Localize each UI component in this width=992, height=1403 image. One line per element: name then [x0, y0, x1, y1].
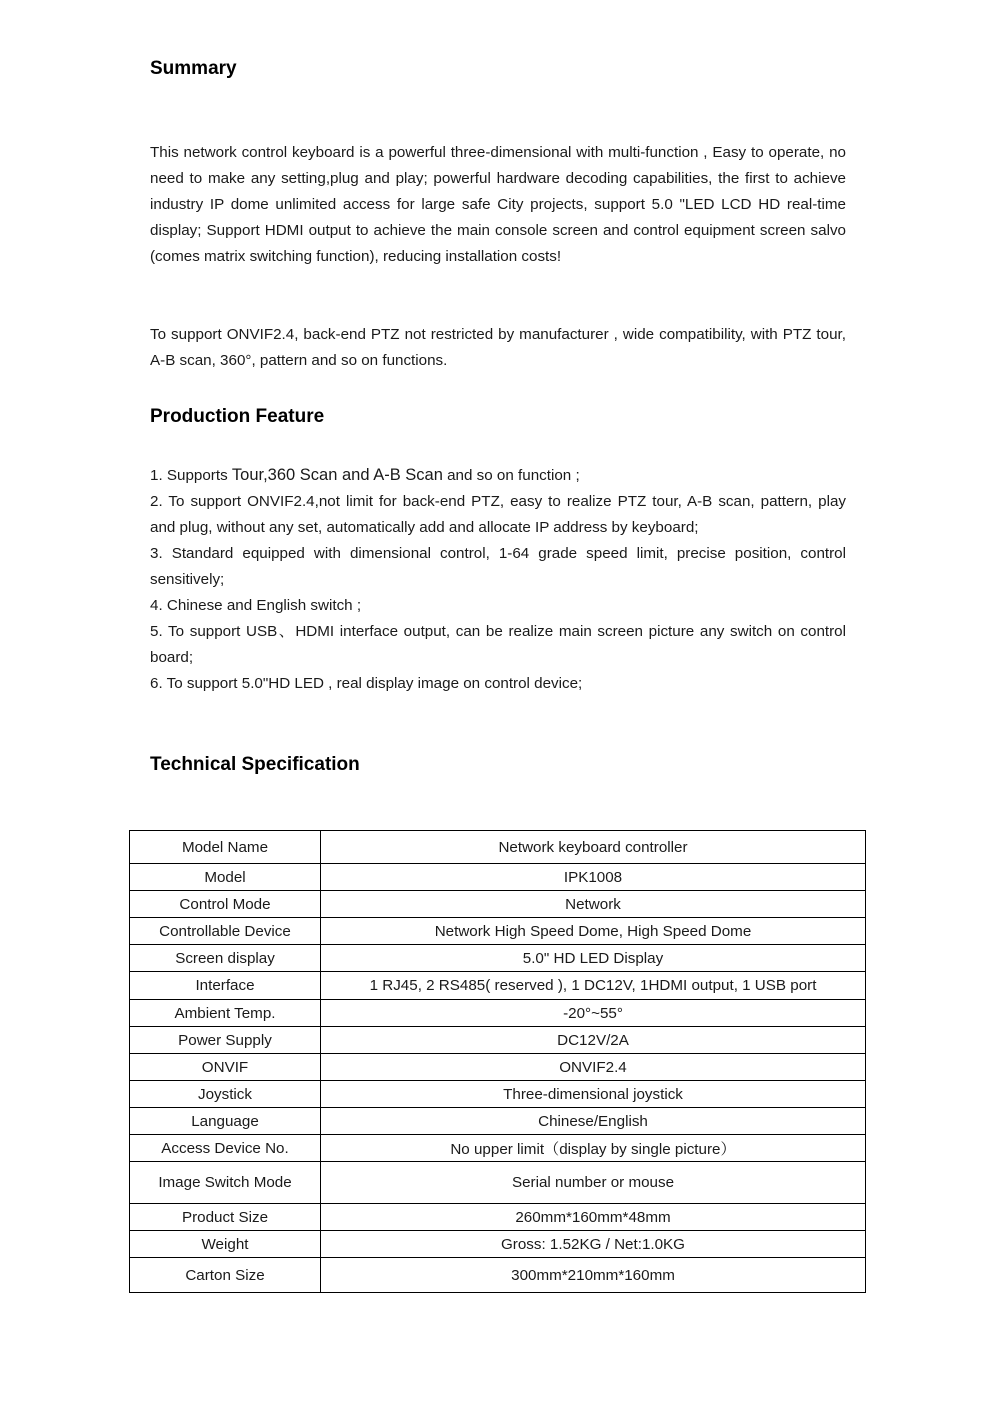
- spec-label: Model Name: [130, 831, 321, 864]
- spec-value: 1 RJ45, 2 RS485( reserved ), 1 DC12V, 1HDMI output, 1 USB port: [321, 972, 866, 1000]
- feature-item-3: 3. Standard equipped with dimensional control, 1-64 grade speed limit, precise position, control sensitively;: [150, 545, 846, 588]
- table-row: [130, 1108, 866, 1135]
- table-row: [130, 1204, 866, 1231]
- spec-label: Access Device No.: [130, 1135, 321, 1162]
- feature-item-1-prefix: 1. Supports: [150, 467, 232, 484]
- table-row: [130, 918, 866, 945]
- feature-item-6: 6. To support 5.0"HD LED , real display image on control device;: [150, 675, 583, 692]
- table-row: [130, 972, 866, 1000]
- spec-label: Power Supply: [130, 1027, 321, 1054]
- table-row: [130, 1027, 866, 1054]
- spec-value: Serial number or mouse: [321, 1162, 866, 1204]
- spec-label: Ambient Temp.: [130, 1000, 321, 1027]
- table-row: [130, 1000, 866, 1027]
- table-row: [130, 1054, 866, 1081]
- spec-label: Control Mode: [130, 891, 321, 918]
- spec-value: Chinese/English: [321, 1108, 866, 1135]
- feature-item-1-highlight: Tour,360 Scan and A-B Scan: [231, 466, 443, 484]
- table-row: [130, 1162, 866, 1204]
- spec-label: Screen display: [130, 945, 321, 972]
- summary-heading: Summary: [150, 58, 237, 79]
- spec-value: Network High Speed Dome, High Speed Dome: [321, 918, 866, 945]
- spec-value: No upper limit（display by single picture）: [321, 1135, 866, 1162]
- spec-value: 5.0" HD LED Display: [321, 945, 866, 972]
- table-row: [130, 891, 866, 918]
- summary-paragraph-1: This network control keyboard is a powerful three-dimensional with multi-function , Easy to operate, no need to make any setting,plug and play; powerful hardware decoding capabilities, the first to achieve industry IP dome unlimited access for large safe City projects, support 5.0 "LED LCD HD real-time display; Support HDMI output to achieve the main console screen and control equipment screen salvo (comes matrix switching function), reducing installation costs!: [150, 144, 846, 265]
- technical-specification-heading: Technical Specification: [150, 754, 360, 775]
- spec-value: Three-dimensional joystick: [321, 1081, 866, 1108]
- spec-label: Product Size: [130, 1204, 321, 1231]
- production-feature-heading: Production Feature: [150, 406, 325, 427]
- table-row: [130, 1258, 866, 1293]
- table-row: [130, 1081, 866, 1108]
- table-row: [130, 945, 866, 972]
- spec-value: Network: [321, 891, 866, 918]
- spec-label: Controllable Device: [130, 918, 321, 945]
- spec-label: Weight: [130, 1231, 321, 1258]
- feature-item-2: 2. To support ONVIF2.4,not limit for back-end PTZ, easy to realize PTZ tour, A-B scan, pattern, play and plug, without any set, automatically add and allocate IP address by keyboard;: [150, 493, 846, 536]
- spec-value: -20°~55°: [321, 1000, 866, 1027]
- spec-label: Carton Size: [130, 1258, 321, 1293]
- summary-paragraph-2: To support ONVIF2.4, back-end PTZ not restricted by manufacturer , wide compatibility, with PTZ tour, A-B scan, 360°, pattern and so on functions.: [150, 326, 846, 369]
- spec-value: Gross: 1.52KG / Net:1.0KG: [321, 1231, 866, 1258]
- table-row: [130, 1135, 866, 1162]
- table-row: [130, 1231, 866, 1258]
- spec-label: Interface: [130, 972, 321, 1000]
- feature-item-4: 4. Chinese and English switch ;: [150, 597, 362, 614]
- spec-value: ONVIF2.4: [321, 1054, 866, 1081]
- feature-item-1-suffix: and so on function ;: [442, 467, 580, 484]
- spec-label: Language: [130, 1108, 321, 1135]
- table-row: [130, 864, 866, 891]
- spec-label: Model: [130, 864, 321, 891]
- spec-value: 300mm*210mm*160mm: [321, 1258, 866, 1293]
- spec-label: Joystick: [130, 1081, 321, 1108]
- spec-value: 260mm*160mm*48mm: [321, 1204, 866, 1231]
- table-row: [130, 831, 866, 864]
- spec-value: DC12V/2A: [321, 1027, 866, 1054]
- spec-value: Network keyboard controller: [321, 831, 866, 864]
- spec-table: [129, 830, 866, 1293]
- feature-list: [150, 462, 846, 697]
- feature-item-1: [150, 462, 846, 489]
- spec-value: IPK1008: [321, 864, 866, 891]
- spec-label: Image Switch Mode: [130, 1162, 321, 1204]
- feature-item-5: 5. To support USB、HDMI interface output, can be realize main screen picture any switch on control board;: [150, 623, 846, 666]
- spec-label: ONVIF: [130, 1054, 321, 1081]
